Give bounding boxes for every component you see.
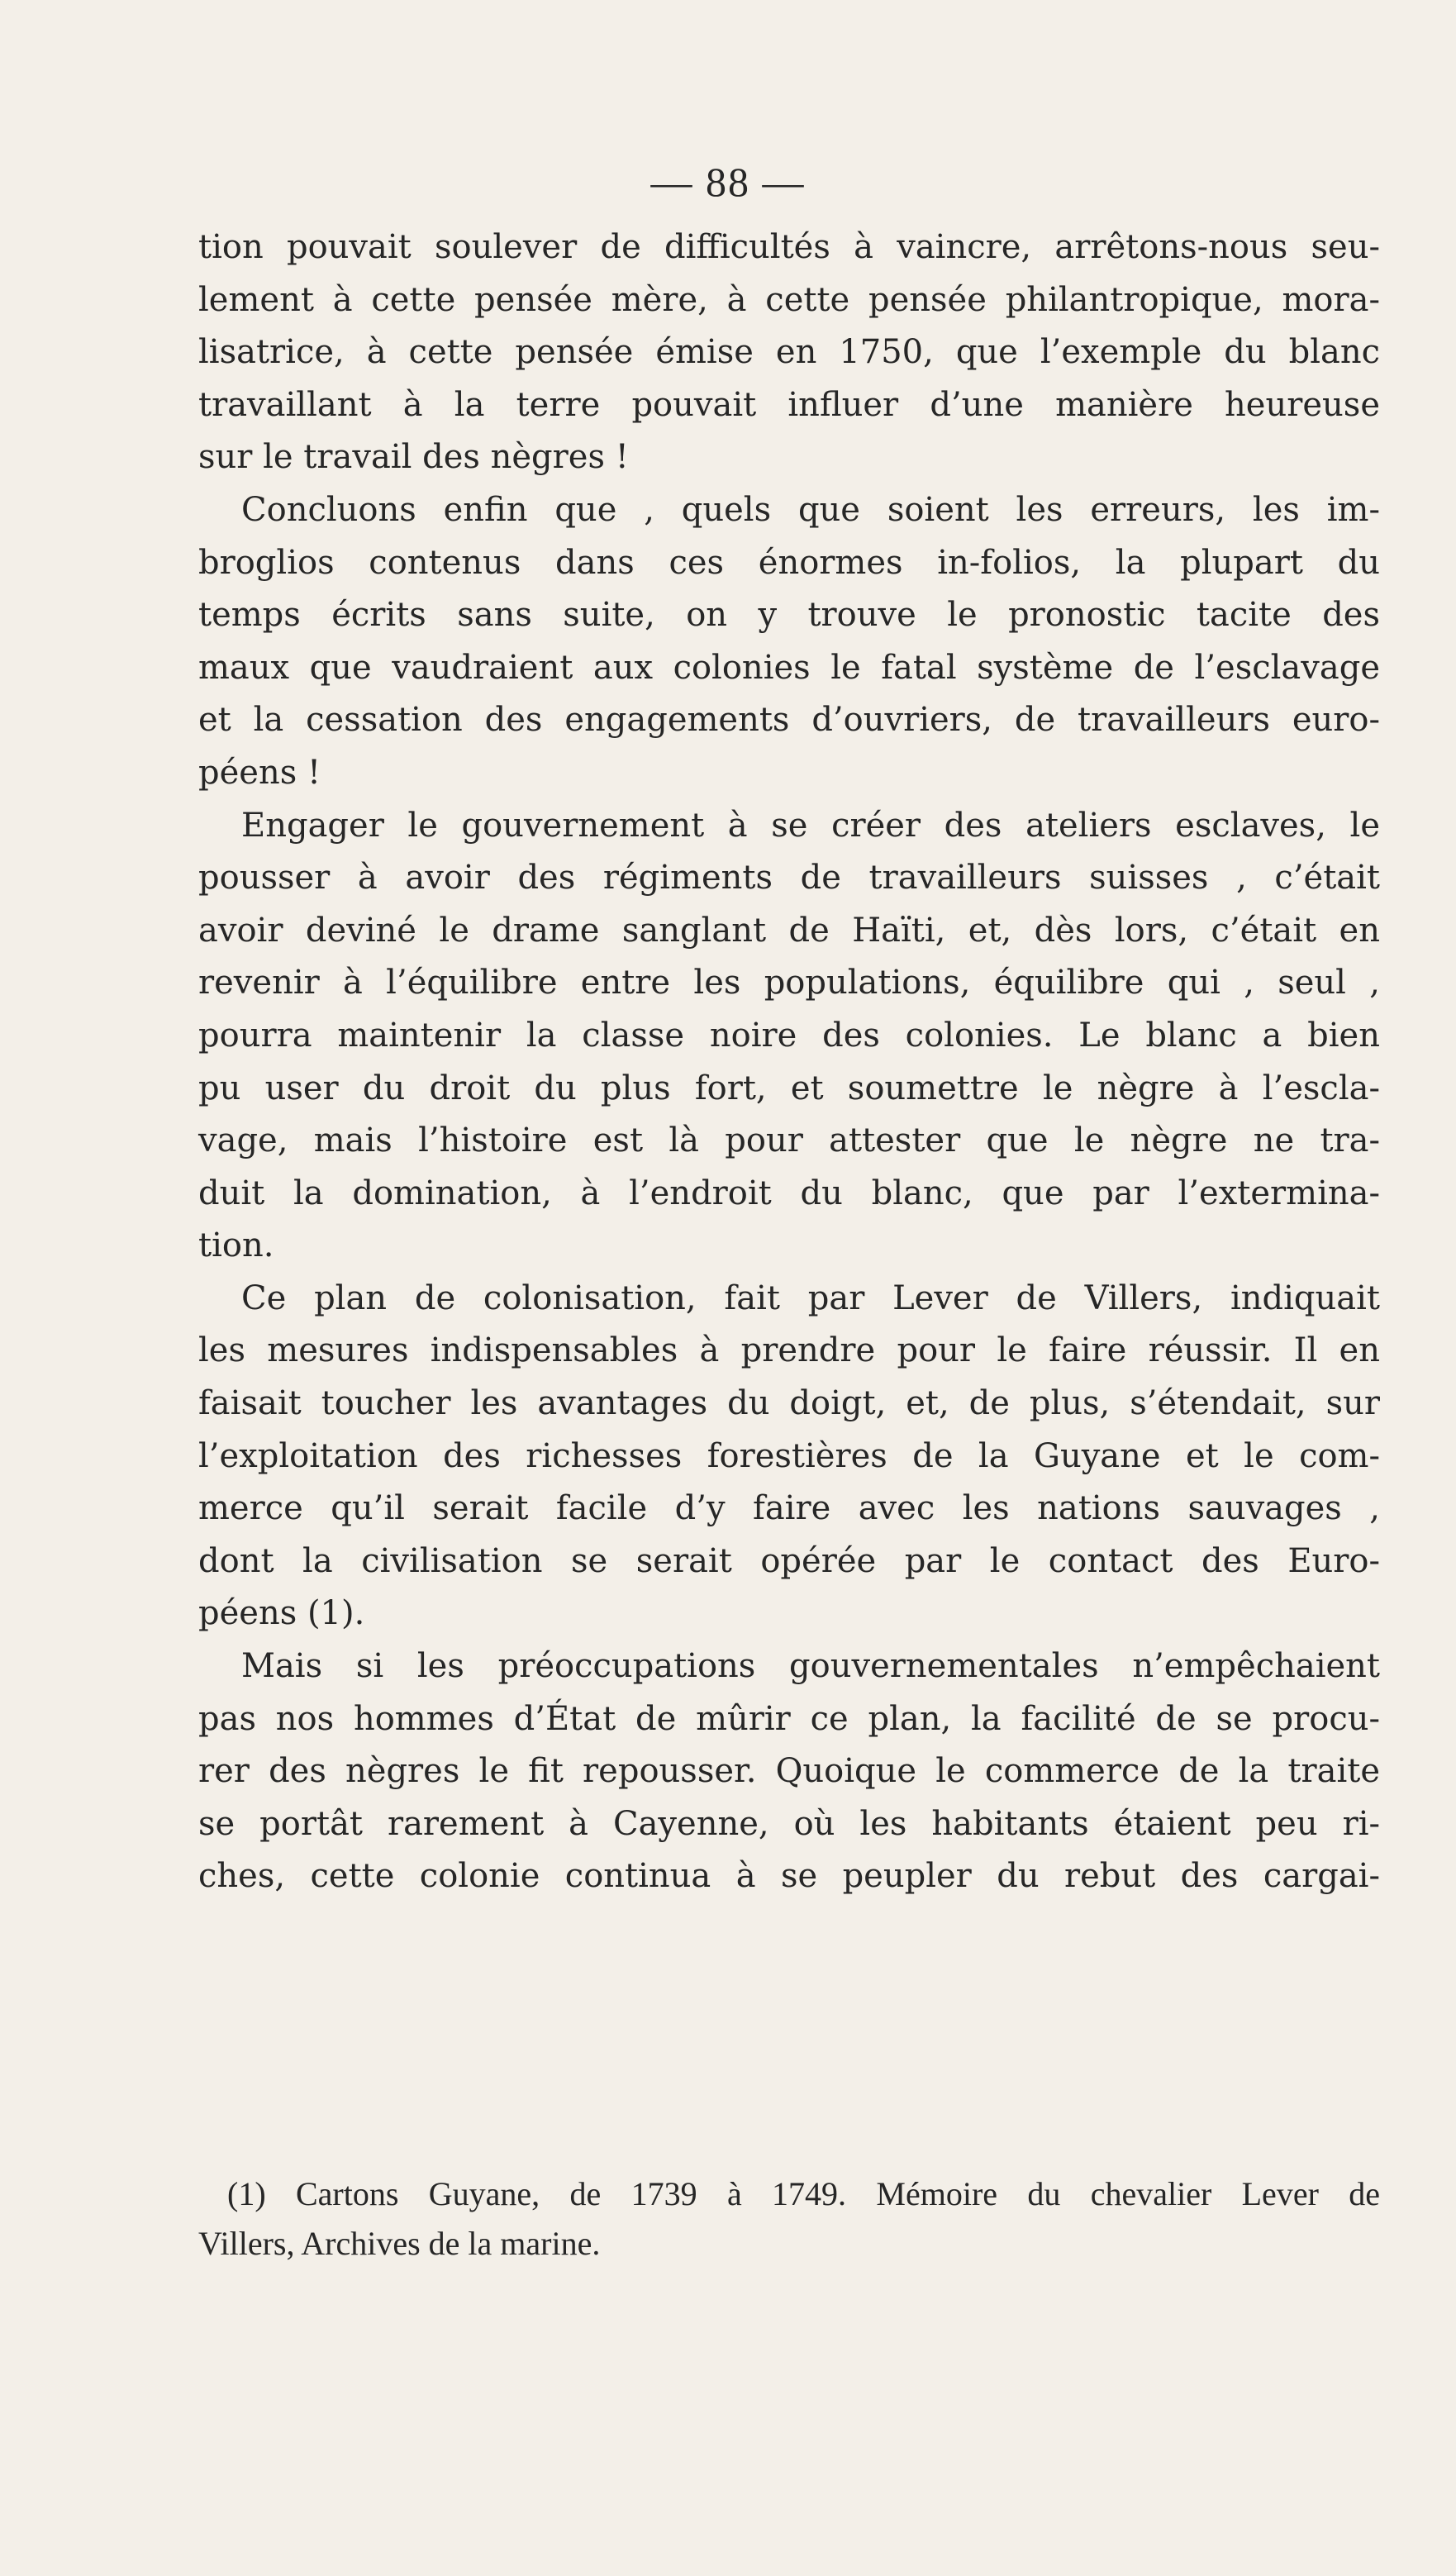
text-line: revenir à l’équilibre entre les populations, équilibre qui , seul ,: [198, 964, 1380, 1002]
text-line: tion pouvait soulever de difficultés à vaincre, arrêtons-nous seu-: [198, 228, 1380, 266]
text-line: lisatrice, à cette pensée émise en 1750, que l’exemple du blanc: [198, 333, 1380, 372]
text-line: les mesures indispensables à prendre pour le faire réussir. Il en: [198, 1331, 1380, 1370]
paragraph: [198, 1273, 1380, 1640]
text-line: ches, cette colonie continua à se peupler du rebut des cargai-: [198, 1857, 1380, 1896]
text-line: faisait toucher les avantages du doigt, et, de plus, s’étendait, sur: [198, 1384, 1380, 1423]
text-line: duit la domination, à l’endroit du blanc, que par l’extermina-: [198, 1174, 1380, 1212]
text-line: Engager le gouvernement à se créer des ateliers esclaves, le: [241, 806, 1380, 845]
text-line: se portât rarement à Cayenne, où les habitants étaient peu ri-: [198, 1804, 1380, 1843]
text-line: Concluons enfin que , quels que soient les erreurs, les im-: [241, 490, 1380, 529]
footnote-line: Villers, Archives de la marine.: [198, 2225, 601, 2262]
text-line: tion.: [198, 1226, 274, 1265]
paragraph: [198, 484, 1380, 800]
text-line: dont la civilisation se serait opérée par le contact des Euro-: [198, 1541, 1380, 1580]
text-line: péens !: [198, 753, 321, 792]
text-line: avoir deviné le drame sanglant de Haïti, et, dès lors, c’était en: [198, 911, 1380, 950]
text-line: péens (1).: [198, 1594, 365, 1633]
text-line: lement à cette pensée mère, à cette pensée philantropique, mora-: [198, 280, 1380, 319]
text-line: sur le travail des nègres !: [198, 438, 629, 477]
text-line: pousser à avoir des régiments de travailleurs suisses , c’était: [198, 859, 1380, 898]
body-text: [198, 221, 1380, 1903]
paragraph: [198, 1640, 1380, 1903]
text-line: l’exploitation des richesses forestières de la Guyane et le com-: [198, 1436, 1380, 1475]
text-line: maux que vaudraient aux colonies le fatal système de l’esclavage: [198, 648, 1380, 687]
footnote: [198, 2169, 1380, 2269]
text-line: rer des nègres le fit repousser. Quoique le commerce de la traite: [198, 1752, 1380, 1791]
text-line: Ce plan de colonisation, fait par Lever de Villers, indiquait: [241, 1278, 1380, 1317]
text-line: merce qu’il serait facile d’y faire avec les nations sauvages ,: [198, 1489, 1380, 1528]
text-line: vage, mais l’histoire est là pour attester que le nègre ne tra-: [198, 1121, 1380, 1160]
text-line: pas nos hommes d’État de mûrir ce plan, la facilité de se procu-: [198, 1699, 1380, 1738]
footnote-line: (1) Cartons Guyane, de 1739 à 1749. Mémoire du chevalier Lever de: [227, 2175, 1380, 2212]
text-line: et la cessation des engagements d’ouvriers, de travailleurs euro-: [198, 701, 1380, 740]
text-line: broglios contenus dans ces énormes in-folios, la plupart du: [198, 543, 1380, 582]
page-number: — 88 —: [650, 159, 806, 205]
paragraph: [198, 221, 1380, 484]
text-line: travaillant à la terre pouvait influer d’une manière heureuse: [198, 385, 1380, 424]
text-line: pourra maintenir la classe noire des colonies. Le blanc a bien: [198, 1016, 1380, 1055]
text-line: temps écrits sans suite, on y trouve le pronostic tacite des: [198, 596, 1380, 635]
text-line: pu user du droit du plus fort, et soumettre le nègre à l’escla-: [198, 1069, 1380, 1107]
text-line: Mais si les préoccupations gouvernementales n’empêchaient: [241, 1647, 1380, 1686]
paragraph: [198, 800, 1380, 1273]
